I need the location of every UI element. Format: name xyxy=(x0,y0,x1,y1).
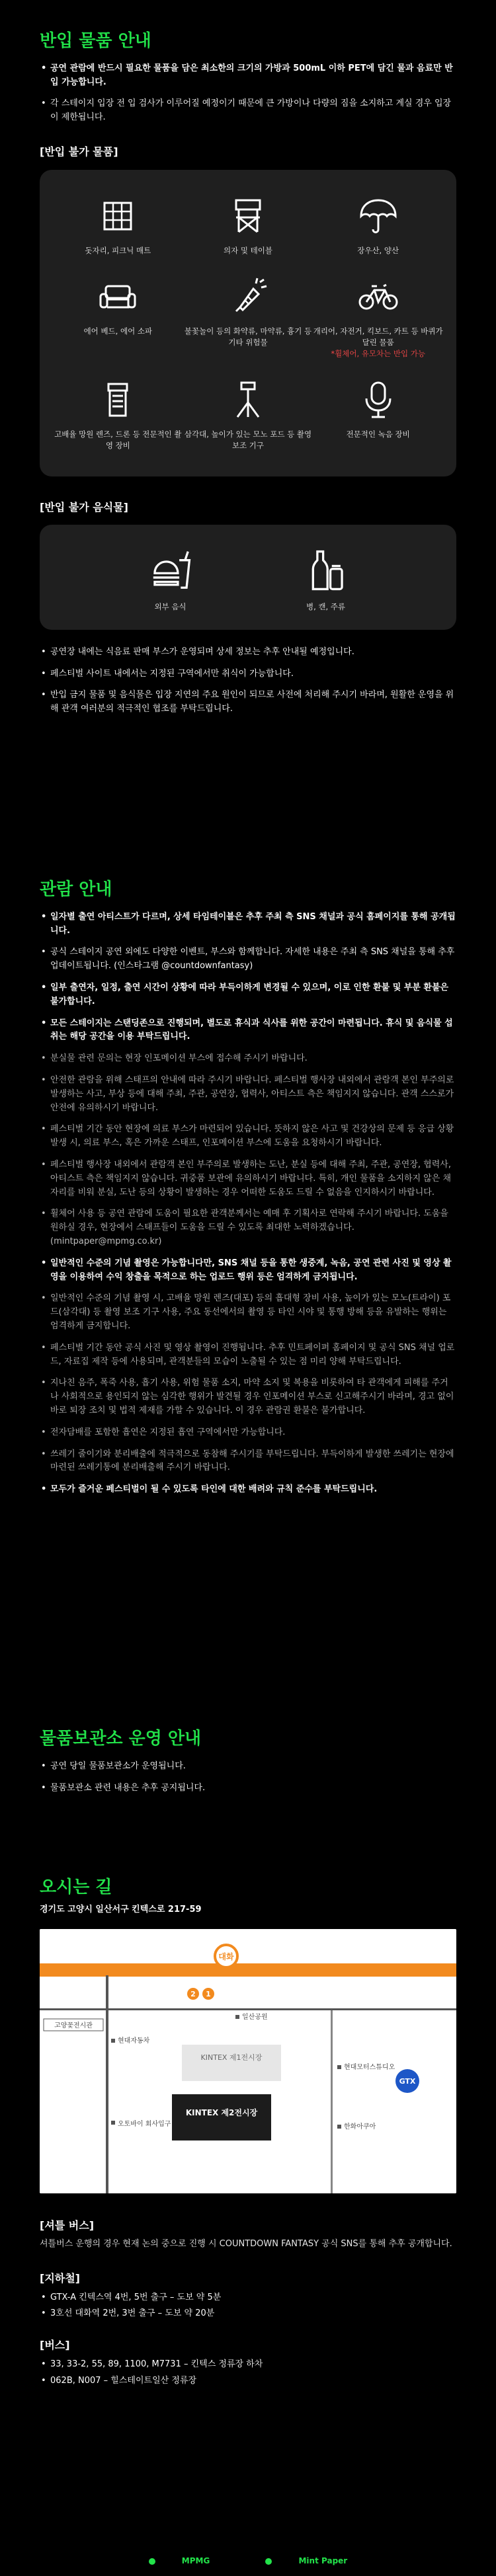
footer-logos xyxy=(0,2555,496,2567)
banned-item-label: 장우산, 양산 xyxy=(357,245,399,255)
subway-item: • 3호선 대화역 2번, 3번 출구 – 도보 약 20분 xyxy=(40,2307,456,2321)
after-bullet: • 페스티벌 사이트 내에서는 지정된 구역에서만 취식이 가능합니다. xyxy=(40,667,456,681)
gate-label: 1 xyxy=(206,1989,211,1998)
watch-bullet: • 페스티벌 행사장 내외에서 관람객 본인 부주의로 발생하는 도난, 분실 등에 대해 주최, 주관, 공연장, 협력사, 아티스트 측은 책임지지 않습니다. 귀중품 보관에 유의하시기 바랍니다. 특히, 개인 물품을 소지하지 않은 채 자리를 비워 분실, 도난 등의 상황이 발생하는 경우 어떠한 도움도 드릴 수 없음을 인지하시기 바랍니다. xyxy=(40,1158,456,1199)
banned-item xyxy=(313,195,443,256)
banned-item xyxy=(183,276,313,359)
address: 경기도 고양시 일산서구 킨텍스로 217-59 xyxy=(40,1904,202,1914)
map-label: 한화아쿠아 xyxy=(344,2123,376,2131)
banned-item-label: 개리어, 자전거, 킥보드, 카트 등 바퀴가 달린 물품 xyxy=(313,326,443,347)
firework-icon xyxy=(227,276,269,318)
after-bullet: • 반입 금지 물품 및 음식물은 입장 지연의 주요 원인이 되므로 사전에 처리해 주시기 바라며, 원활한 운영을 위해 관객 여러분의 적극적인 협조를 부탁드립니다. xyxy=(40,689,456,716)
microphone-icon xyxy=(357,379,399,421)
watch-bullet: • 페스티벌 기간 동안 현장에 의료 부스가 마련되어 있습니다. 뜻하지 않은 사고 및 건강상의 문제 등 응급 상황 발생 시, 의료 부스, 혹은 가까운 스태프, 인포메이션 부스에 도움을 요청하시기 바랍니다. xyxy=(40,1123,456,1151)
directions-section xyxy=(40,1877,456,2390)
bus-title: [버스] xyxy=(40,2339,70,2352)
map-label: 고양꽃전시관 xyxy=(54,2022,93,2029)
camera-lens-icon xyxy=(97,379,139,421)
banned-item xyxy=(183,379,313,451)
banned-item-label: 의자 및 테이블 xyxy=(224,245,272,255)
kintex2-label: KINTEX 제2전시장 xyxy=(185,2107,258,2117)
watch-bullet: • 페스티벌 기간 동안 공식 사진 및 영상 촬영이 진행됩니다. 추후 민트페이퍼 홈페이지 및 공식 SNS 채널 업로드, 자료집 제작 등에 사용되며, 관객분들의 모습이 노출될 수 있는 점 미리 양해 부탁드립니다. xyxy=(40,1342,456,1369)
banned-item-label: 고배율 망원 렌즈, 드론 등 전문적인 촬영 장비 xyxy=(54,430,182,450)
subway-title: [지하철] xyxy=(40,2271,80,2285)
watch-bullet: • 전자담배를 포함한 흡연은 지정된 흡연 구역에서만 가능합니다. xyxy=(40,1426,456,1440)
selfie-stick-icon xyxy=(227,379,269,421)
food-item-label: 병, 캔, 주류 xyxy=(306,602,346,612)
storage-bullets xyxy=(40,1760,456,1796)
watch-bullet: • 일자별 출연 아티스트가 다르며, 상세 타임테이블은 추후 주최 측 SNS 채널과 공식 홈페이지를 통해 공개됩니다. xyxy=(40,911,456,938)
banned-item xyxy=(313,276,443,359)
map-label: 오토바이 회사입구 xyxy=(118,2120,171,2128)
storage-title: 물품보관소 운영 안내 xyxy=(40,1729,202,1749)
gate-label: 2 xyxy=(190,1989,196,1998)
storage-bullet: • 공연 당일 물품보관소가 운영됩니다. xyxy=(40,1760,456,1774)
banned-item-label: 돗자리, 피크닉 매트 xyxy=(85,245,151,255)
bus-item: • 062B, N007 – 힐스테이트일산 정류장 xyxy=(40,2374,456,2388)
gtx-label: GTX xyxy=(399,2076,416,2086)
tent-icon xyxy=(97,195,139,237)
watch-bullet: • 모두가 즐거운 페스티벌이 될 수 있도록 타인에 대한 배려와 규칙 준수를 부탁드립니다. xyxy=(40,1483,456,1497)
carry-bullet: • 각 스테이지 입장 전 입 검사가 이루어질 예정이기 때문에 큰 가방이나 다량의 짐을 소지하고 계실 경우 입장이 제한됩니다. xyxy=(40,97,456,125)
carry-bullets xyxy=(40,62,456,125)
storage-bullet: • 물품보관소 관련 내용은 추후 공지됩니다. xyxy=(40,1782,456,1796)
watch-bullets xyxy=(40,911,456,1497)
kintex1-building xyxy=(182,2045,281,2081)
banned-item xyxy=(313,379,443,451)
carry-bullet: • 공연 관람에 반드시 필요한 물품을 담은 최소한의 크기의 가방과 500mL 이하 PET에 담긴 물과 음료만 반입 가능합니다. xyxy=(40,62,456,90)
watch-bullet: • 일반적인 수준의 기념 촬영은 가능합니다만, SNS 채널 등을 통한 생중계, 녹음, 공연 관련 사진 및 영상 촬영을 이용하여 수익 창출을 목적으로 하는 업로드 행위 등은 엄격하게 금지됩니다. xyxy=(40,1257,456,1285)
after-bullet: • 공연장 내에는 식음료 판매 부스가 운영되며 상세 정보는 추후 안내될 예정입니다. xyxy=(40,646,456,660)
bottles-icon xyxy=(303,547,349,593)
banned-item xyxy=(53,195,183,256)
map-label: 일산공원 xyxy=(242,2013,268,2021)
watch-bullet: • 안전한 관람을 위해 스태프의 안내에 따라 주시기 바랍니다. 페스티벌 행사장 내외에서 관람객 본인 부주의로 발생하는 사고, 부상 등에 대해 주최, 주관, 공연장, 협력사, 아티스트 측은 책임지지 않습니다. 관객 스스로가 안전에 유의하시기 바랍니다. xyxy=(40,1074,456,1115)
watch-bullet: • 모든 스테이지는 스탠딩존으로 진행되며, 별도로 휴식과 식사를 위한 공간이 마련됩니다. 휴식 및 음식물 섭취는 해당 공간을 이용 부탁드립니다. xyxy=(40,1017,456,1045)
subway-list xyxy=(40,2291,456,2322)
chair-icon xyxy=(227,195,269,237)
location-map[interactable] xyxy=(40,1929,456,2193)
carry-section xyxy=(40,30,456,724)
banned-item xyxy=(183,195,313,256)
shuttle-text: 셔틀버스 운행의 경우 현재 논의 중으로 진행 시 COUNTDOWN FANTASY 공식 SNS를 통해 추후 공개합니다. xyxy=(40,2239,452,2250)
banned-item-label: 삼각대, 높이가 있는 모노 포드 등 촬영 보조 기구 xyxy=(184,430,312,450)
map-road xyxy=(40,1963,456,1977)
watch-bullet: • 일부 출연자, 일정, 출연 시간이 상황에 따라 부득이하게 변경될 수 있으며, 이로 인한 환불 및 부분 환불은 불가합니다. xyxy=(40,981,456,1009)
map-label: 현대모터스튜디오 xyxy=(344,2063,395,2071)
watch-section xyxy=(40,879,456,1505)
carry-title: 반입 물품 안내 xyxy=(40,31,151,51)
food-title: [반입 불가 음식물] xyxy=(40,500,128,513)
after-bullets xyxy=(40,646,456,716)
mintpaper-logo: Mint Paper xyxy=(252,2556,360,2565)
food-item xyxy=(248,547,403,613)
subway-item: • GTX-A 킨텍스역 4번, 5번 출구 – 도보 약 5분 xyxy=(40,2291,456,2305)
food-item xyxy=(93,547,248,613)
sofa-icon xyxy=(97,276,139,318)
kintex2-building xyxy=(172,2094,271,2140)
watch-bullet: • 지나친 음주, 폭죽 사용, 흡기 사용, 위험 물품 소지, 마약 소지 및 복용을 비롯하여 타 관객에게 피해를 주거나 사회적으로 용인되지 않는 심각한 행위가 발견될 경우 인포메이션 부스로 신고해주시기 바라며, 경고 없이 바로 퇴장 조치 및 법적 제재를 가할 수 있습니다. 이 경우 관람권 환불은 불가합니다. xyxy=(40,1377,456,1418)
banned-title: [반입 불가 물품] xyxy=(40,145,118,158)
watch-title: 관람 안내 xyxy=(40,880,112,899)
watch-bullet: • 휠체어 사용 등 공연 관람에 도움이 필요한 관객분께서는 예매 후 기획사로 연락해 주시기 바랍니다. 도움을 원하실 경우, 현장에서 스태프들이 도움을 드릴 수 있도록 최대한 노력하겠습니다. (mintpaper@mpmg.co.kr) xyxy=(40,1207,456,1248)
banned-item-label: 에어 베드, 에어 소파 xyxy=(83,326,153,336)
wheel-note: *휠체어, 유모차는 반입 가능 xyxy=(331,348,425,358)
bicycle-icon xyxy=(357,276,399,318)
watch-bullet: • 공식 스테이지 공연 외에도 다양한 이벤트, 부스와 함께합니다. 자세한 내용은 주최 측 SNS 채널을 통해 추후 업데이트됩니다. (인스타그램 @countdownfantasy) xyxy=(40,946,456,973)
food-item-label: 외부 음식 xyxy=(154,602,186,612)
watch-bullet: • 쓰레기 줄이기와 분리배출에 적극적으로 동참해 주시기를 부탁드립니다. 부득이하게 발생한 쓰레기는 현장에 마련된 쓰레기통에 분리배출해 주시기 바랍니다. xyxy=(40,1448,456,1476)
fastfood-icon xyxy=(147,547,194,593)
banned-item xyxy=(53,276,183,359)
map-label: 현대자동차 xyxy=(118,2037,150,2045)
bus-item: • 33, 33-2, 55, 89, 1100, M7731 – 킨텍스 정류장 하차 xyxy=(40,2358,456,2372)
banned-item-label: 불꽃놀이 등의 화약류, 마약류, 흉기 등 기타 위험물 xyxy=(184,326,312,347)
banned-items-panel xyxy=(40,170,456,476)
watch-bullet: • 분실물 관련 문의는 현장 인포메이션 부스에 접수해 주시기 바랍니다. xyxy=(40,1052,456,1066)
banned-item-label: 전문적인 녹음 장비 xyxy=(346,430,410,439)
watch-bullet: • 일반적인 수준의 기념 촬영 시, 고배율 망원 렌즈(대포) 등의 흡대형 장비 사용, 높이가 있는 모노(트라이) 포드(삼각대) 등 촬영 보조 기구 사용, 주요 동선에서의 촬영 등 타인 시야 및 통행 방해 등을 유발하는 행위는 엄격하게 금지합니다. xyxy=(40,1292,456,1333)
umbrella-icon xyxy=(357,195,399,237)
mpmg-logo: MPMG xyxy=(136,2556,224,2565)
kintex1-label: KINTEX 제1전시장 xyxy=(200,2053,263,2062)
storage-section xyxy=(40,1728,456,1803)
directions-title: 오시는 길 xyxy=(40,1877,112,1897)
bus-list xyxy=(40,2358,456,2388)
food-panel xyxy=(40,525,456,630)
road-label: 대화 xyxy=(218,1951,234,1961)
banned-item xyxy=(53,379,183,451)
shuttle-title: [셔틀 버스] xyxy=(40,2218,95,2232)
